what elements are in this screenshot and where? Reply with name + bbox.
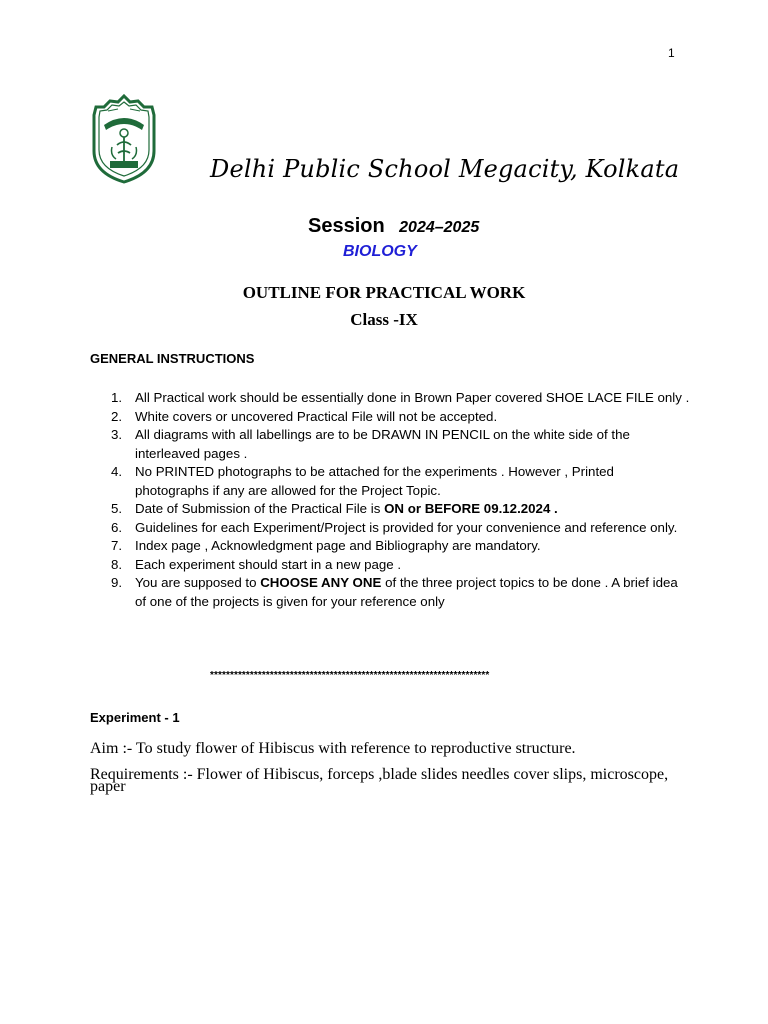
instruction-text: All Practical work should be essentially done in Brown Paper covered SHOE LACE FILE only . — [135, 390, 690, 405]
instructions-list — [90, 389, 690, 611]
instruction-text: All diagrams with all labellings are to be DRAWN IN PENCIL on the white side of the interleaved pages . — [135, 427, 630, 461]
instruction-text: White covers or uncovered Practical File will not be accepted. — [135, 408, 498, 424]
instruction-text: Each experiment should start in a new page . — [135, 556, 402, 572]
instruction-item — [90, 408, 690, 427]
school-name: Delhi Public School Megacity, Kolkata — [210, 155, 680, 183]
experiment-heading: Experiment - 1 — [90, 710, 180, 725]
instruction-text: Guidelines for each Experiment/Project is provided for your convenience and reference only. — [135, 519, 678, 535]
instruction-text: of the three project topics to be done . A brief idea of one of the projects is given for your reference only — [135, 575, 678, 609]
instruction-item — [90, 463, 690, 500]
instruction-item — [90, 389, 690, 408]
school-crest-icon — [90, 93, 158, 185]
instruction-item — [90, 426, 690, 463]
instruction-number: 8. — [111, 556, 123, 572]
instruction-emphasis: ON or BEFORE 09.12.2024 . — [384, 501, 558, 516]
instruction-item — [90, 574, 690, 611]
session-line — [308, 215, 479, 238]
outline-title-text: OUTLINE FOR PRACTICAL WORK — [242, 283, 526, 302]
instruction-number: 9. — [111, 575, 123, 590]
general-instructions-heading: GENERAL INSTRUCTIONS — [90, 351, 255, 366]
page-number: 1 — [668, 46, 675, 60]
instruction-emphasis: CHOOSE ANY ONE — [260, 575, 382, 590]
class-label: Class -IX — [350, 310, 418, 329]
instruction-number: 6. — [111, 519, 123, 535]
instruction-item — [90, 500, 690, 519]
session-label: Session — [308, 215, 385, 237]
experiment-requirements: Requirements :- Flower of Hibiscus, forceps ,blade slides needles cover slips, microscope, paper — [90, 766, 669, 795]
instruction-text: Date of Submission of the Practical File is — [135, 501, 385, 516]
instruction-number: 4. — [111, 464, 123, 479]
instruction-item — [90, 537, 690, 556]
session-years: 2024–2025 — [399, 219, 480, 236]
instruction-number: 2. — [111, 408, 123, 424]
instruction-text: No PRINTED photographs to be attached for the experiments . However , Printed photographs if any are allowed for the Project Topic. — [135, 464, 614, 498]
subject-title: BIOLOGY — [343, 243, 417, 260]
section-divider: ********************************************************************** — [210, 670, 490, 681]
instruction-item — [90, 519, 690, 538]
instruction-text: You are supposed to — [135, 575, 261, 590]
instruction-number: 5. — [111, 501, 123, 516]
instruction-number: 1. — [111, 390, 123, 405]
instruction-text: Index page , Acknowledgment page and Bibliography are mandatory. — [135, 538, 541, 553]
outline-title — [0, 283, 768, 303]
instruction-number: 3. — [111, 427, 123, 442]
instruction-item — [90, 556, 690, 575]
experiment-aim: Aim :- To study flower of Hibiscus with reference to reproductive structure. — [90, 740, 576, 757]
instruction-number: 7. — [111, 538, 123, 553]
